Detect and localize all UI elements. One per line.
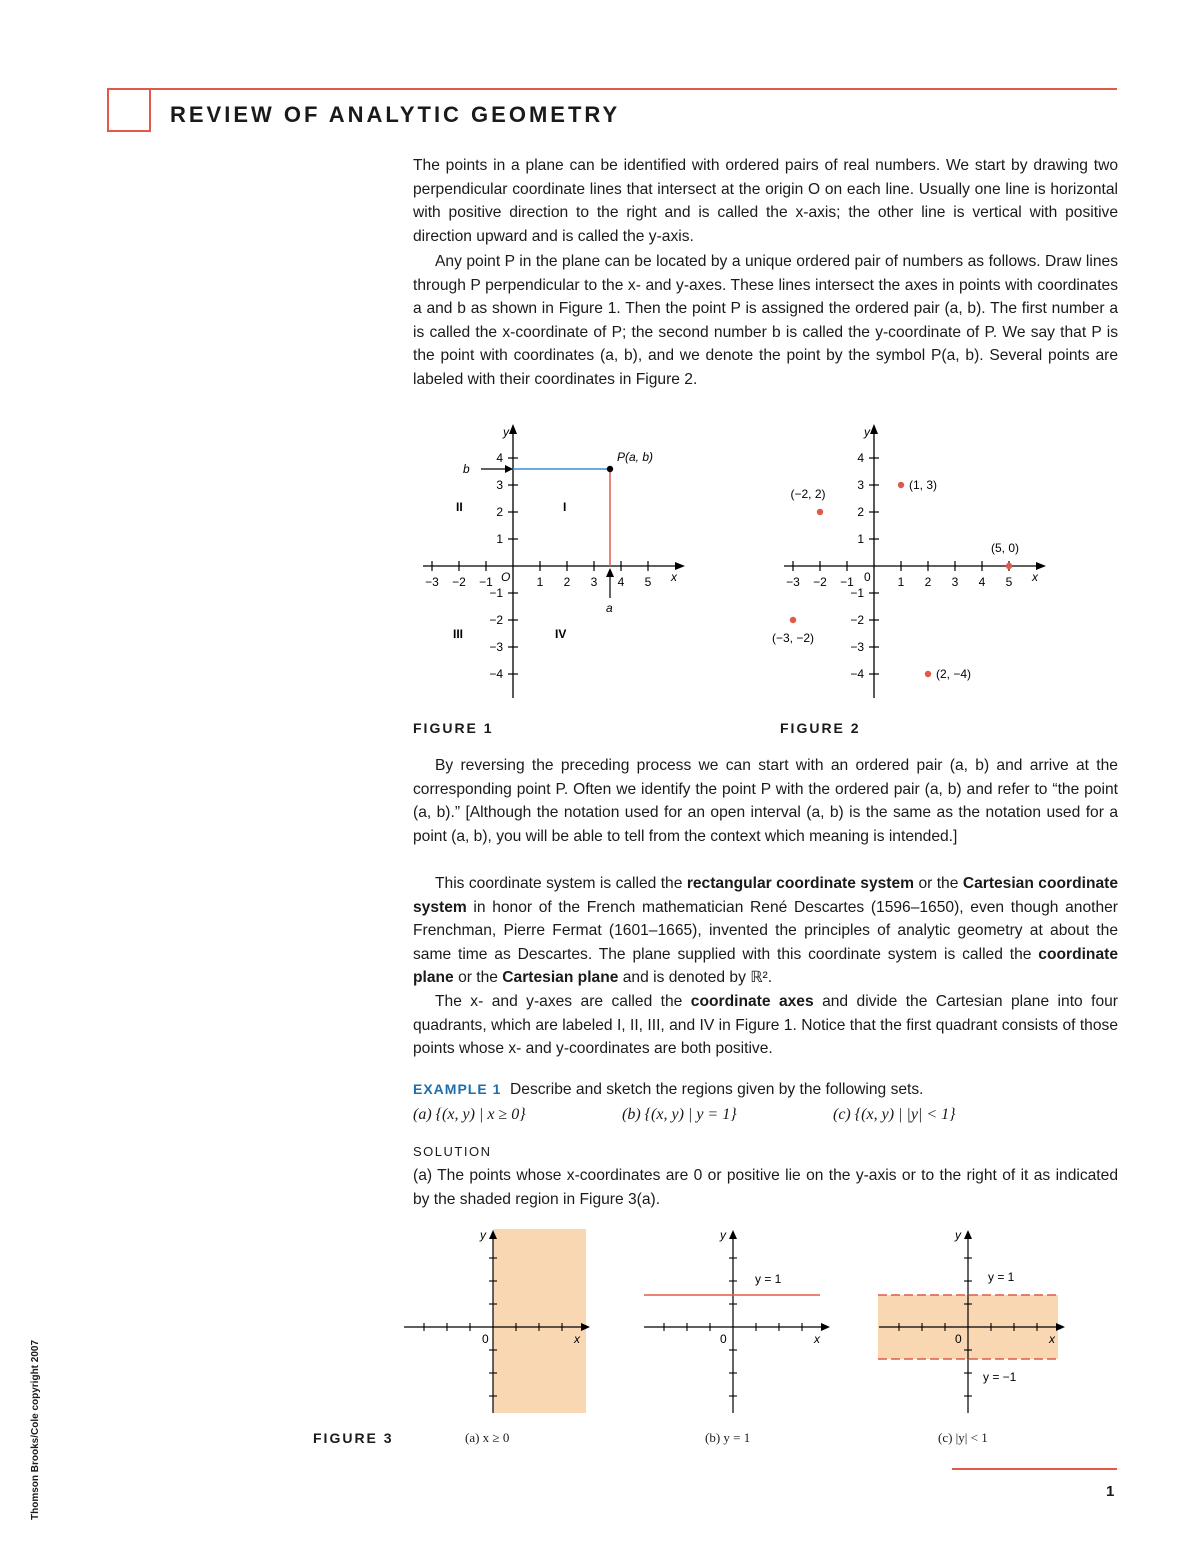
- origin-label: O: [501, 570, 511, 584]
- x-axis-label: x: [574, 1332, 580, 1346]
- x-tick-label: 5: [644, 575, 652, 589]
- solution-text: [413, 1164, 1118, 1211]
- data-point: [925, 671, 931, 677]
- quadrant-i-label: I: [563, 500, 567, 514]
- y-tick-label: −3: [850, 640, 864, 654]
- copyright-notice: Thomson Brooks/Cole copyright 2007: [30, 1339, 41, 1520]
- quadrant-iii-label: III: [453, 627, 464, 641]
- data-point: [817, 509, 823, 515]
- y-arrow-icon: [509, 424, 517, 434]
- x-tick-label: −3: [425, 575, 439, 589]
- data-point-label: (−3, −2): [771, 631, 815, 645]
- x-tick-label: 3: [590, 575, 598, 589]
- b-arrow-icon: [505, 465, 513, 473]
- solution-text-body: (a) The points whose x-coordinates are 0 or positive lie on the y-axis or to the right of it as indicated by the shaded region in Figure 3(a).: [413, 1167, 1118, 1208]
- y-tick-label: −3: [489, 640, 503, 654]
- a-label: a: [606, 601, 613, 615]
- y-tick-label: −1: [850, 586, 864, 600]
- quadrant-ii-label: II: [456, 500, 463, 514]
- y-tick-label: 3: [496, 478, 503, 492]
- x-axis-label: x: [1049, 1332, 1055, 1346]
- term-cartesian-system: Cartesian coordinate system: [413, 875, 1119, 916]
- example-part-a: (a) {(x, y) | x ≥ 0}: [413, 1106, 526, 1123]
- x-tick-label: −1: [840, 575, 854, 589]
- example-1: [413, 1078, 1118, 1102]
- figure-1: [413, 418, 703, 713]
- term-coordinate-axes: coordinate axes: [690, 993, 814, 1010]
- term-rectangular: rectangular coordinate system: [686, 875, 915, 892]
- term-cartesian-plane: Cartesian plane: [502, 969, 619, 986]
- y-axis-label: y: [864, 425, 870, 439]
- a-arrow-icon: [606, 568, 614, 577]
- paragraph-4-text-f: and is denoted by ℝ².: [618, 969, 773, 986]
- x-axis-label: x: [671, 570, 677, 584]
- paragraph-1-text: The points in a plane can be identified with ordered pairs of real numbers. We start by drawing two perpendicular coordinate lines that intersect at the origin O on each line. Usually one line is horizontal with positive direction to the right and is called the x-axis; the other line is vertical with positive direction upward and is called the y-axis.: [413, 157, 1118, 245]
- x-axis-label: x: [814, 1332, 820, 1346]
- x-tick-label: 1: [897, 575, 905, 589]
- figure-3c-caption: (c) |y| < 1: [938, 1430, 988, 1445]
- point-p: [607, 466, 613, 472]
- origin-label: 0: [482, 1332, 489, 1346]
- x-tick-label: −1: [479, 575, 493, 589]
- x-arrow-icon: [675, 562, 685, 570]
- footer-rule: [952, 1468, 1117, 1470]
- x-arrow-icon: [1036, 562, 1046, 570]
- paragraph-4: [413, 872, 1118, 990]
- figure-3b-caption: (b) y = 1: [705, 1430, 751, 1445]
- x-arrow-icon: [821, 1323, 830, 1331]
- y-tick-label: 2: [496, 505, 503, 519]
- paragraph-4-text-e: or the: [453, 969, 503, 986]
- figure-3a-caption: (a) x ≥ 0: [465, 1430, 510, 1445]
- data-point: [790, 617, 796, 623]
- y-tick-label: −1: [489, 586, 503, 600]
- line-y-equals-1-label: y = 1: [988, 1270, 1015, 1284]
- y-tick-label: 3: [857, 478, 864, 492]
- paragraph-3-text: By reversing the preceding process we can start with an ordered pair (a, b) and arrive at the corresponding point P. Often we identify the point P with the ordered pair (a, b) and refer to “the point (a, b).” [Although the notation used for an open interval (a, b) is the same as the notation used for a point (a, b), you will be able to tell from the context which meaning is intended.]: [413, 757, 1118, 845]
- x-tick-label: 4: [978, 575, 986, 589]
- example-part-b: (b) {(x, y) | y = 1}: [622, 1106, 737, 1123]
- x-arrow-icon: [1056, 1323, 1065, 1331]
- header-box: [107, 88, 151, 132]
- data-point-label: (2, −4): [936, 667, 972, 681]
- y-tick-label: 4: [857, 451, 864, 465]
- data-point-label: (5, 0): [990, 541, 1020, 555]
- y-tick-label: −4: [489, 667, 503, 681]
- x-tick-label: 3: [951, 575, 959, 589]
- y-tick-label: 4: [496, 451, 503, 465]
- x-tick-label: −3: [786, 575, 800, 589]
- y-axis-label: y: [480, 1228, 486, 1242]
- point-p-label: P(a, b): [617, 450, 654, 464]
- example-text: Describe and sketch the regions given by the following sets.: [510, 1081, 924, 1098]
- page-number: 1: [1106, 1483, 1115, 1500]
- origin-label: 0: [955, 1332, 962, 1346]
- x-tick-label: −2: [452, 575, 466, 589]
- paragraph-3: [413, 754, 1118, 848]
- b-label: b: [463, 462, 470, 476]
- paragraph-5: [413, 990, 1118, 1061]
- y-tick-label: −2: [489, 613, 503, 627]
- data-point: [1006, 563, 1012, 569]
- y-tick-label: −2: [850, 613, 864, 627]
- data-point-label: (1, 3): [909, 478, 938, 492]
- figure-2-caption: FIGURE 2: [780, 720, 861, 736]
- quadrant-iv-label: IV: [555, 627, 567, 641]
- x-tick-label: 2: [563, 575, 571, 589]
- x-tick-label: 1: [536, 575, 544, 589]
- x-tick-label: 4: [617, 575, 625, 589]
- paragraph-2-text: Any point P in the plane can be located by a unique ordered pair of numbers as follows. Draw lines through P perpendicular to the x- and y-axes. These lines intersect the axes in points with coordinates a and b as shown in Figure 1. Then the point P is assigned the ordered pair (a, b). The first number a is called the x-coordinate of P; the second number b is called the y-coordinate of P. We say that P is the point with coordinates (a, b), and we denote the point by the symbol P(a, b). Several points are labeled with their coordinates in Figure 2.: [413, 253, 1118, 388]
- y-axis-label: y: [720, 1228, 726, 1242]
- data-point: [898, 482, 904, 488]
- term-coordinate-plane: coordinate plane: [413, 945, 1118, 986]
- y-tick-label: 1: [857, 532, 864, 546]
- x-tick-label: 2: [924, 575, 932, 589]
- shaded-region: [493, 1229, 586, 1413]
- paragraph-1: [413, 154, 1118, 248]
- y-axis-label: y: [955, 1228, 961, 1242]
- y-arrow-icon: [964, 1230, 972, 1239]
- example-part-c: (c) {(x, y) | |y| < 1}: [833, 1106, 956, 1123]
- origin-label: 0: [864, 570, 871, 584]
- paragraph-5-text-c: and divide the Cartesian plane into four quadrants, which are labeled I, II, III, and IV in Figure 1. Notice that the first quadrant consists of those points whose x- and y-coordinates are both positive.: [413, 993, 1119, 1057]
- figure-1-caption: FIGURE 1: [413, 720, 494, 736]
- y-tick-label: 2: [857, 505, 864, 519]
- figure-3a: [400, 1225, 600, 1420]
- line-y-equals-minus-1-label: y = −1: [983, 1370, 1017, 1384]
- paragraph-4-text-d: in honor of the French mathematician René Descartes (1596–1650), even though another Frenchman, Pierre Fermat (1601–1665), invented the principles of analytic geometry at about the same time as Descartes. The plane supplied with this coordinate system is called the: [413, 898, 1118, 963]
- page-title: REVIEW OF ANALYTIC GEOMETRY: [170, 102, 621, 127]
- paragraph-2: [413, 250, 1118, 391]
- y-arrow-icon: [870, 424, 878, 434]
- line-y-equals-1-label: y = 1: [755, 1272, 782, 1286]
- y-tick-label: −4: [850, 667, 864, 681]
- header-rule: [107, 88, 1117, 90]
- figure-3-caption: FIGURE 3: [313, 1430, 394, 1446]
- figure-3b: [640, 1225, 840, 1420]
- origin-label: 0: [720, 1332, 727, 1346]
- example-label: EXAMPLE 1: [413, 1081, 502, 1097]
- y-axis-label: y: [503, 425, 509, 439]
- x-tick-label: −2: [813, 575, 827, 589]
- paragraph-4-text-a: This coordinate system is called the: [435, 875, 687, 892]
- data-point-label: (−2, 2): [790, 487, 826, 501]
- figure-2: [771, 418, 1070, 713]
- solution-label: SOLUTION: [413, 1144, 492, 1159]
- paragraph-5-text-a: The x- and y-axes are called the: [435, 993, 691, 1010]
- figure-3c: [875, 1225, 1075, 1420]
- y-tick-label: 1: [496, 532, 503, 546]
- x-axis-label: x: [1032, 570, 1038, 584]
- paragraph-4-text-c: or the: [914, 875, 963, 892]
- x-tick-label: 5: [1005, 575, 1013, 589]
- y-arrow-icon: [729, 1230, 737, 1239]
